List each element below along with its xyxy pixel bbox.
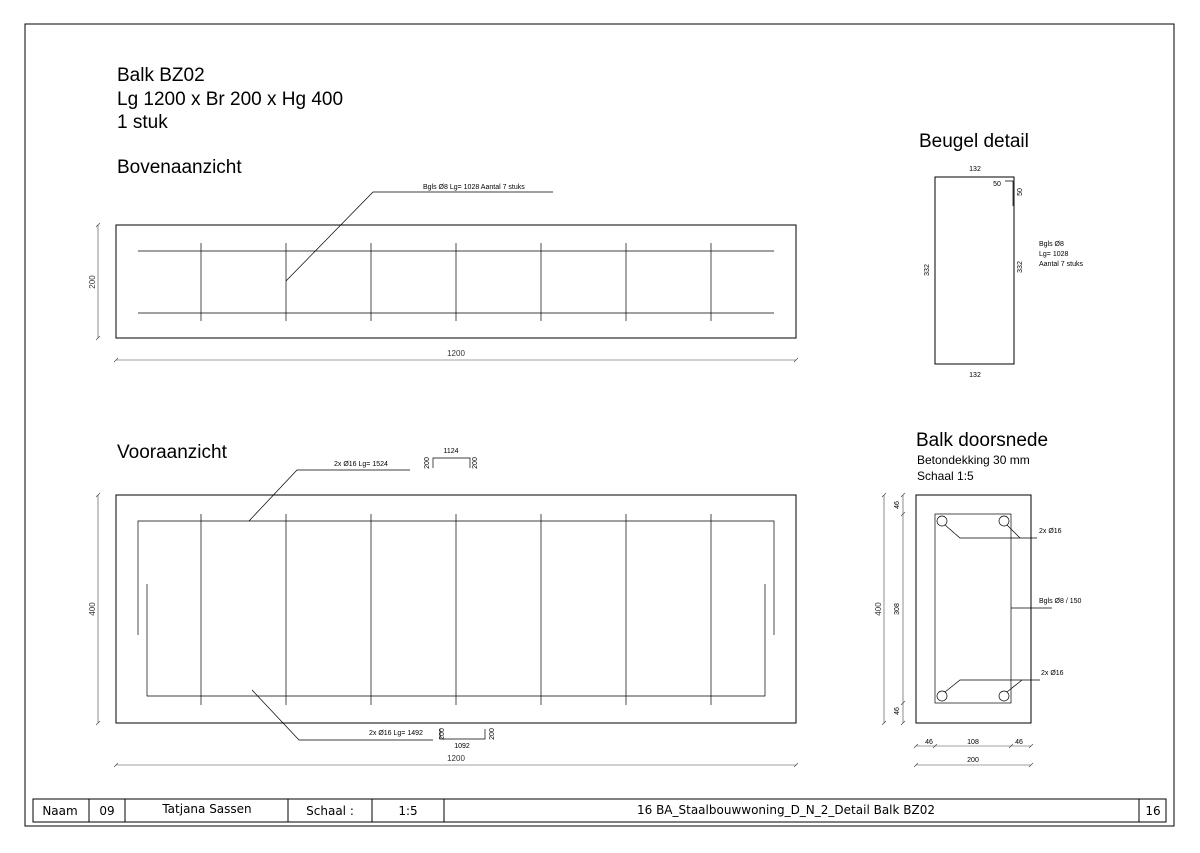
section-bar-top-right <box>999 516 1009 526</box>
section-width-value: 200 <box>967 757 979 764</box>
top-bar-shape-leg-right: 200 <box>472 457 479 469</box>
top-bar-shape-length: 1124 <box>443 448 459 455</box>
top-view-length-value: 1200 <box>447 349 465 358</box>
section-stirrup <box>935 514 1011 703</box>
tb-scale-label: Schaal : <box>306 804 354 818</box>
top-view-stirrups <box>201 243 711 321</box>
tb-sheet-number: 16 <box>1145 804 1161 818</box>
front-view <box>88 442 798 767</box>
tb-scale-value: 1:5 <box>398 804 418 818</box>
stirrup-detail <box>919 131 1083 379</box>
top-bar-shape-sketch <box>433 458 470 468</box>
front-view-top-bar-label: 2x Ø16 Lg= 1524 <box>334 461 388 468</box>
tb-name: Tatjana Sassen <box>162 802 252 816</box>
front-view-length-value: 1200 <box>447 754 465 763</box>
section-dim-bot: 46 <box>894 707 901 715</box>
top-bar-shape-leg-left: 200 <box>424 457 431 469</box>
top-view <box>88 157 798 362</box>
tb-drawing-title: 16 BA_Staalbouwwoning_D_N_2_Detail Balk BZ02 <box>636 803 936 817</box>
front-view-title: Vooraanzicht <box>117 442 227 463</box>
bottom-bar-shape-length: 1092 <box>454 743 470 750</box>
beam-name: Balk BZ02 <box>117 65 205 86</box>
section-bottom-leader <box>945 680 1040 692</box>
bottom-bar-shape-leg-left: 200 <box>439 728 446 740</box>
section-dim-w-left: 46 <box>925 739 933 746</box>
section-top-bars-label: 2x Ø16 <box>1039 528 1062 535</box>
stirrup-dim-left: 332 <box>924 264 931 276</box>
stirrup-label-2: Lg= 1028 <box>1039 251 1069 258</box>
top-view-stirrup-label: Bgls Ø8 Lg= 1028 Aantal 7 stuks <box>423 184 525 191</box>
section-bar-bottom-left <box>937 691 947 701</box>
section-bar-top-left <box>937 516 947 526</box>
section-top-leader <box>945 525 1037 538</box>
beam-quantity: 1 stuk <box>117 112 168 133</box>
section-cover: Betondekking 30 mm <box>917 453 1030 467</box>
title-block <box>33 799 1166 822</box>
stirrup-dim-bottom: 132 <box>969 372 981 379</box>
stirrup-detail-title: Beugel detail <box>919 131 1029 152</box>
top-view-title: Bovenaanzicht <box>117 157 242 178</box>
stirrup-hook <box>1005 181 1013 206</box>
section-dim-mid: 308 <box>894 603 901 615</box>
top-view-leader <box>286 192 553 281</box>
front-view-stirrups <box>201 514 711 705</box>
section-dim-w-right: 46 <box>1015 739 1023 746</box>
stirrup-label-3: Aantal 7 stuks <box>1039 261 1083 268</box>
top-view-width-value: 200 <box>88 275 97 289</box>
front-view-height-value: 400 <box>88 602 97 616</box>
stirrup-dim-top: 132 <box>969 166 981 173</box>
section-stirrup-label: Bgls Ø8 / 150 <box>1039 598 1082 605</box>
stirrup-hook-h: 50 <box>993 181 1001 188</box>
bottom-bar-shape-leg-right: 200 <box>489 728 496 740</box>
front-view-bottom-bar-label: 2x Ø16 Lg= 1492 <box>369 730 423 737</box>
stirrup-hook-v: 50 <box>1017 188 1024 196</box>
section-scale: Schaal 1:5 <box>917 469 974 483</box>
section-dim-top: 46 <box>894 501 901 509</box>
section-view <box>874 430 1082 767</box>
stirrup-label-1: Bgls Ø8 <box>1039 241 1064 248</box>
stirrup-dim-right: 332 <box>1017 261 1024 273</box>
stirrup-outline <box>935 177 1014 364</box>
section-bar-bottom-right <box>999 691 1009 701</box>
section-bottom-bars-label: 2x Ø16 <box>1041 670 1064 677</box>
section-dim-w-mid: 108 <box>967 739 979 746</box>
tb-naam-label: Naam <box>42 804 78 818</box>
tb-number: 09 <box>99 804 115 818</box>
section-height-value: 400 <box>874 602 883 616</box>
beam-dimensions: Lg 1200 x Br 200 x Hg 400 <box>117 89 344 110</box>
bottom-bar-shape-sketch <box>440 729 485 739</box>
section-title: Balk doorsnede <box>916 430 1049 451</box>
section-outline <box>916 495 1031 723</box>
